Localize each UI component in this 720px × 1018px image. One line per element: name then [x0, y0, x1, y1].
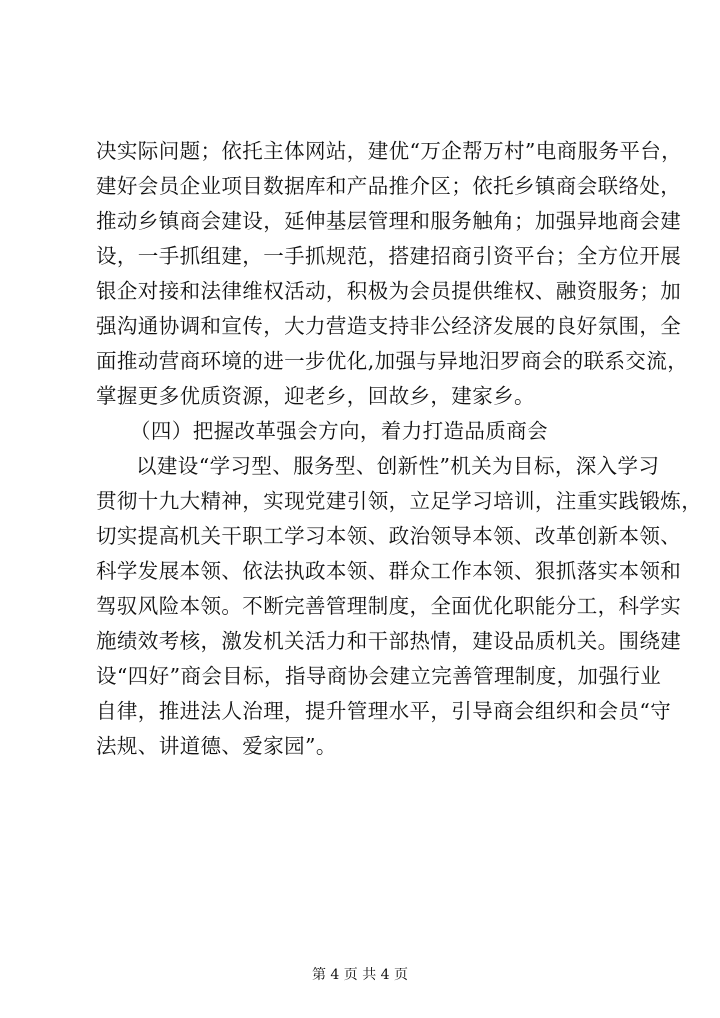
body-text-line: 强沟通协调和宣传，大力营造支持非公经济发展的良好氛围，全	[96, 314, 682, 338]
page-number-footer: 第 4 页 共 4 页	[311, 967, 409, 983]
body-text-line: 施绩效考核，激发机关活力和干部热情，建设品质机关。围绕建	[96, 629, 682, 653]
body-text-line: 切实提高机关干职工学习本领、政治领导本领、改革创新本领、	[96, 524, 682, 548]
body-text-line: 驾驭风险本领。不断完善管理制度，全面优化职能分工，科学实	[96, 594, 682, 618]
body-text-line: 自律，推进法人治理，提升管理水平，引导商会组织和会员“守	[96, 699, 672, 723]
body-text-line: 贯彻十九大精神，实现党建引领，立足学习培训，注重实践锻炼，	[96, 489, 703, 513]
body-text-line: 科学发展本领、依法执政本领、群众工作本领、狠抓落实本领和	[96, 559, 682, 583]
body-text-line: 设，一手抓组建，一手抓规范，搭建招商引资平台；全方位开展	[96, 244, 682, 268]
body-text-line: 建好会员企业项目数据库和产品推介区；依托乡镇商会联络处，	[96, 174, 682, 198]
body-text-line: 推动乡镇商会建设，延伸基层管理和服务触角；加强异地商会建	[96, 209, 682, 233]
body-text-line: 掌握更多优质资源，迎老乡，回故乡，建家乡。	[96, 384, 535, 408]
section-heading: （四）把握改革强会方向，着力打造品质商会	[130, 419, 548, 443]
body-text-line: 面推动营商环境的进一步优化,加强与异地汨罗商会的联系交流，	[96, 349, 689, 373]
body-text-line: 银企对接和法律维权活动，积极为会员提供维权、融资服务；加	[96, 279, 682, 303]
body-text-line: 以建设“学习型、服务型、创新性”机关为目标，深入学习	[136, 454, 660, 478]
body-text-line: 决实际问题；依托主体网站，建优“万企帮万村”电商服务平台，	[96, 139, 683, 163]
body-text-line: 法规、讲道德、爱家园”。	[96, 734, 337, 758]
body-text-line: 设“四好”商会目标，指导商协会建立完善管理制度，加强行业	[96, 664, 662, 688]
